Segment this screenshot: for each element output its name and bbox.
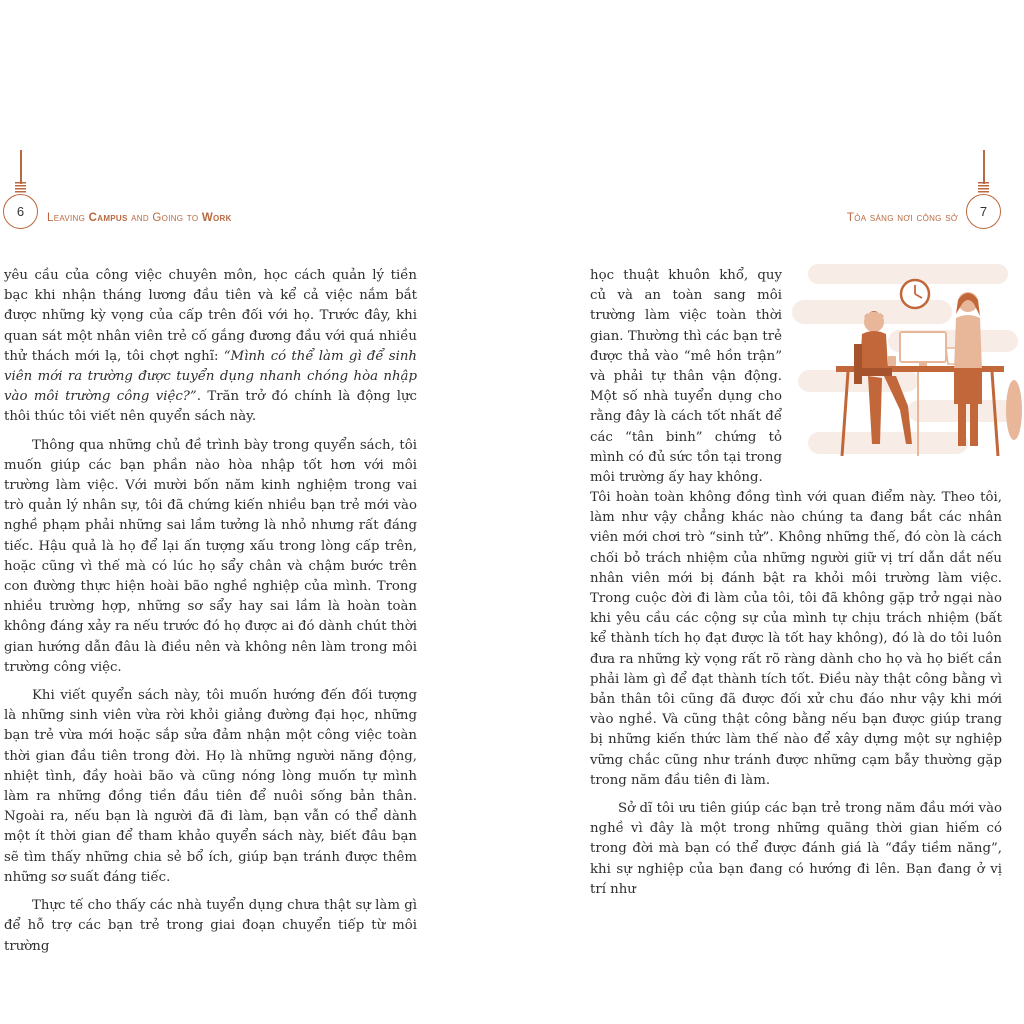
office-illustration xyxy=(788,260,1024,470)
paragraph: Thực tế cho thấy các nhà tuyển dụng chưa thật sự làm gì để hỗ trợ các bạn trẻ trong giai đoạn chuyển tiếp từ môi trường xyxy=(4,898,417,954)
page-number: 7 xyxy=(979,204,988,219)
light-bulb-icon xyxy=(1,150,41,240)
right-body-text xyxy=(590,488,1002,908)
italic-quote: “Mình có thể làm gì để sinh viên mới ra trường được tuyển dụng nhanh chóng hòa nhập vào môi trường công việc?” xyxy=(4,348,417,405)
wrapped-text: học thuật khuôn khổ, quy củ và an toàn sang môi trường làm việc toàn thời gian. Thường thì các bạn trẻ được thả vào “mê hồn trận” và phải tự thân vận động. Một số nhà tuyển dụng cho rằng đây là cách tốt nhất để các “tân binh” chứng tỏ mình có đủ sức tồn tại trong môi trường ấy hay không. xyxy=(590,268,782,486)
paragraph: Sở dĩ tôi ưu tiên giúp các bạn trẻ trong năm đầu mới vào nghề vì đây là một trong những quãng thời gian hiếm có trong đời mà bạn có thể được đánh giá là “đầy tiềm năng”, khi sự nghiệp của bạn đang có hướng đi lên. Bạn đang ở vị trí như xyxy=(590,801,1002,897)
wall-clock-icon xyxy=(901,280,929,308)
paragraph: Khi viết quyển sách này, tôi muốn hướng đến đối tượng là những sinh viên vừa rời khỏi giảng đường đại học, những bạn trẻ vừa mới hoặc sắp sửa đảm nhận một công việc toàn thời gian đầu tiên trong đời. Họ là những người năng động, nhiệt tình, đầy hoài bão và cũng nóng lòng muốn tự mình làm ra những đồng tiền đầu tiên để nuôi sống bản thân. Ngoài ra, nếu bạn là người đã đi làm, bạn vẫn có thể dành một ít thời gian để tham khảo quyển sách này, biết đâu bạn sẽ tìm thấy những chia sẻ bổ ích, giúp bạn tránh được thêm những sơ suất đáng tiếc. xyxy=(4,688,417,885)
running-head: Tỏa sáng nơi công sở xyxy=(846,212,958,224)
paragraph: Tôi hoàn toàn không đồng tình với quan điểm này. Theo tôi, làm như vậy chẳng khác nào chúng ta đang bắt các nhân viên mới chơi trò “sinh tử”. Không những thế, đó còn là cách chối bỏ trách nhiệm của những người giữ vị trí dẫn dắt nếu nhân viên mới bị đánh bật ra khỏi môi trường làm việc. Trong cuộc đời đi làm của tôi, tôi đã không gặp trở ngại nào khi yêu cầu các cộng sự của mình tự chịu trách nhiệm (bất kể thành tích họ đạt được là tốt hay không), đó là do tôi luôn đưa ra những kỳ vọng rất rõ ràng dành cho họ và họ biết cần phải làm gì để đạt thành tích tốt. Điều này thật công bằng vì bản thân tôi cũng đã được đối xử chu đáo như vậy khi mới vào nghề. Và cũng thật công bằng nếu bạn được giúp trang bị những kiến thức làm thế nào để xây dựng một sự nghiệp vững chắc cũng như tránh được những cạm bẫy thường gặp trong năm đầu tiên đi làm. xyxy=(590,490,1002,788)
running-head-bold: Campus xyxy=(88,212,128,224)
page-number: 6 xyxy=(16,204,25,219)
paragraph: Thông qua những chủ đề trình bày trong quyển sách, tôi muốn giúp các bạn phần nào hòa nhập tốt hơn với môi trường làm việc. Với mười bốn năm kinh nghiệm trong vai trò quản lý nhân sự, tôi đã chứng kiến nhiều bạn trẻ mới vào nghề phạm phải những sai lầm tưởng là nhỏ nhưng rất đáng tiếc. Hậu quả là họ để lại ấn tượng xấu trong lòng cấp trên, hoặc cũng vì thế mà có lúc họ sẩy chân và chậm bước trên con đường thực hiện hoài bão nghề nghiệp của mình. Trong nhiều trường hợp, những sơ sẩy hay sai lầm là hoàn toàn không đáng xảy ra nếu trước đó họ được ai đó dành chút thời gian hướng dẫn đâu là điều nên và không nên làm trong môi trường công việc. xyxy=(4,437,417,675)
running-head-part: and Going to xyxy=(127,212,202,224)
right-page xyxy=(512,0,1024,1024)
paragraph: yêu cầu của công việc chuyên môn, học cách quản lý tiền bạc khi nhận tháng lương đầu tiên và kể cả việc nắm bắt được những kỳ vọng của cấp trên đối với họ. Trước đây, khi quan sát một nhân viên trẻ cố gắng đương đầu với quá nhiều thử thách mới lạ, tôi chợt nghĩ: “Mình có thể làm gì để sinh viên mới ra trường được tuyển dụng nhanh chóng hòa nhập vào môi trường công việc?”. Trăn trở đó chính là động lực thôi thúc tôi viết nên quyển sách này. xyxy=(4,268,417,425)
left-body-text xyxy=(4,266,417,965)
running-head-part: Leaving xyxy=(47,212,89,224)
running-head xyxy=(47,212,232,224)
light-bulb-icon xyxy=(964,150,1004,240)
running-head-bold: Work xyxy=(201,212,232,224)
